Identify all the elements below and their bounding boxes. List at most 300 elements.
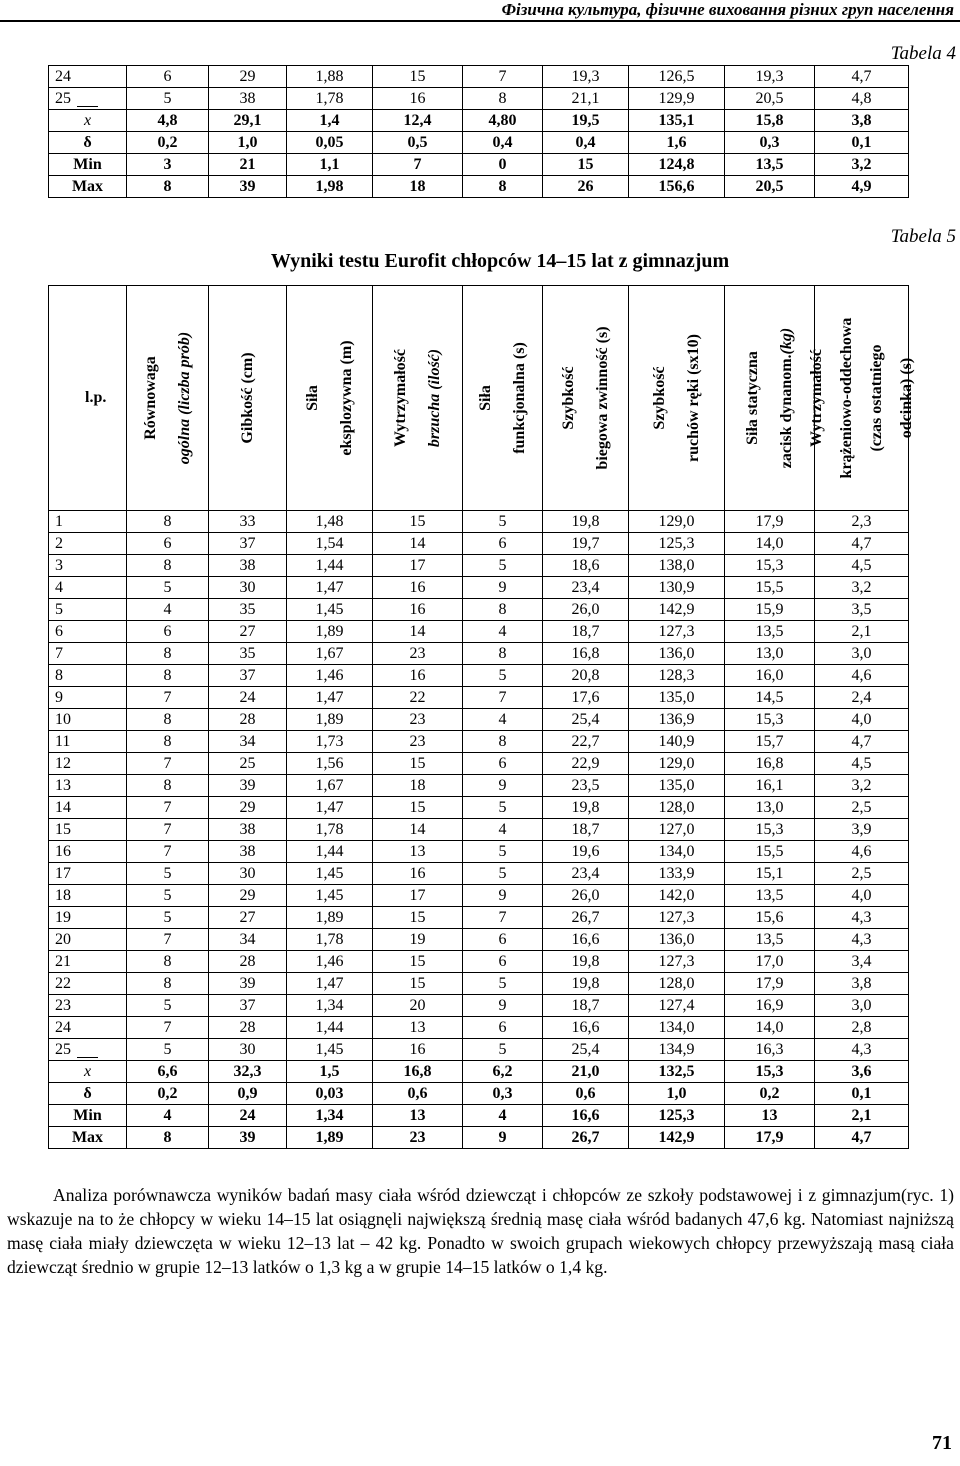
table-cell: 23,4 <box>543 863 629 885</box>
table-cell: 8 <box>127 951 209 973</box>
stat-cell: 125,3 <box>629 1105 725 1127</box>
table-cell: 4 <box>463 709 543 731</box>
table-cell: 8 <box>127 731 209 753</box>
table-cell: 7 <box>127 929 209 951</box>
table-row <box>49 885 909 907</box>
table-cell: 7 <box>127 753 209 775</box>
table-cell: 136,0 <box>629 929 725 951</box>
table-row <box>49 907 909 929</box>
table-cell: 27 <box>209 907 287 929</box>
table-cell: 20 <box>373 995 463 1017</box>
table-cell: 15,3 <box>725 709 815 731</box>
table-cell: 4,6 <box>815 841 909 863</box>
table-cell: 1,88 <box>287 66 373 88</box>
stat-row <box>49 1127 909 1149</box>
table-cell: 13,0 <box>725 797 815 819</box>
stat-cell: 9 <box>463 1127 543 1149</box>
stat-row <box>49 132 909 154</box>
table-cell: 1,67 <box>287 775 373 797</box>
stat-cell: 0,05 <box>287 132 373 154</box>
stat-cell: 0,2 <box>127 132 209 154</box>
table-cell: 37 <box>209 533 287 555</box>
table-cell: 1,46 <box>287 665 373 687</box>
table-cell: 22,7 <box>543 731 629 753</box>
table-5 <box>48 285 915 1149</box>
stat-label: Max <box>49 176 127 198</box>
table-cell: 15,5 <box>725 577 815 599</box>
table-cell: 133,9 <box>629 863 725 885</box>
stat-cell: 15 <box>543 154 629 176</box>
stat-cell: 1,1 <box>287 154 373 176</box>
table-cell: 9 <box>463 577 543 599</box>
header-balance: Równowaga ogólna (liczba prób) <box>127 286 209 511</box>
table-cell: 4,7 <box>815 66 909 88</box>
table-4-caption: Tabela 4 <box>890 43 956 64</box>
stat-cell: 29,1 <box>209 110 287 132</box>
stat-label: δ <box>49 132 127 154</box>
table-cell: 7 <box>127 819 209 841</box>
stat-cell: 1,5 <box>287 1061 373 1083</box>
row-number-cell: 9 <box>49 687 127 709</box>
table-cell: 29 <box>209 797 287 819</box>
table-row <box>49 1017 909 1039</box>
table-row <box>49 797 909 819</box>
table-cell: 127,4 <box>629 995 725 1017</box>
table-cell: 17 <box>373 555 463 577</box>
table-cell: 9 <box>463 885 543 907</box>
table-cell: 18,7 <box>543 621 629 643</box>
table-cell: 39 <box>209 973 287 995</box>
stat-cell: 39 <box>209 176 287 198</box>
table-cell: 28 <box>209 951 287 973</box>
header-abdominal-endurance: Wytrzymałość brzucha (ilość) <box>373 286 463 511</box>
table-cell: 5 <box>127 88 209 110</box>
stat-cell: 0,3 <box>725 132 815 154</box>
header-flexibility: Gibkość (cm) <box>209 286 287 511</box>
stat-row <box>49 110 909 132</box>
table-cell: 7 <box>127 1017 209 1039</box>
table-cell: 16,8 <box>543 643 629 665</box>
stat-row <box>49 1105 909 1127</box>
stat-row <box>49 154 909 176</box>
table-cell: 135,0 <box>629 687 725 709</box>
row-number-cell: 10 <box>49 709 127 731</box>
table-cell: 126,5 <box>629 66 725 88</box>
table-cell: 125,3 <box>629 533 725 555</box>
table-cell: 14 <box>373 533 463 555</box>
table-row <box>49 775 909 797</box>
stat-cell: 21 <box>209 154 287 176</box>
row-number-cell: 16 <box>49 841 127 863</box>
table-row <box>49 863 909 885</box>
row-number-cell: 15 <box>49 819 127 841</box>
table-cell: 6 <box>127 533 209 555</box>
table-cell: 127,3 <box>629 621 725 643</box>
table-cell: 25,4 <box>543 1039 629 1061</box>
stat-cell: 17,9 <box>725 1127 815 1149</box>
table-cell: 4,0 <box>815 885 909 907</box>
stat-cell: 0,1 <box>815 1083 909 1105</box>
stat-cell: 124,8 <box>629 154 725 176</box>
stat-cell: 4,9 <box>815 176 909 198</box>
table-cell: 16,6 <box>543 929 629 951</box>
table-cell: 30 <box>209 863 287 885</box>
table-cell: 16 <box>373 863 463 885</box>
table-cell: 28 <box>209 1017 287 1039</box>
table-cell: 1,73 <box>287 731 373 753</box>
table-cell: 18,7 <box>543 819 629 841</box>
stat-cell: 7 <box>373 154 463 176</box>
table-cell: 20,8 <box>543 665 629 687</box>
table-cell: 15,1 <box>725 863 815 885</box>
table-cell: 3,9 <box>815 819 909 841</box>
table-cell: 6 <box>463 753 543 775</box>
table-cell: 5 <box>463 511 543 533</box>
stat-cell: 0,2 <box>127 1083 209 1105</box>
stat-cell: 132,5 <box>629 1061 725 1083</box>
table-cell: 134,0 <box>629 841 725 863</box>
table-cell: 28 <box>209 709 287 731</box>
stat-row <box>49 176 909 198</box>
table-cell: 19,6 <box>543 841 629 863</box>
header-explosive-strength: Siła eksplozywna (m) <box>287 286 373 511</box>
table-cell: 15,3 <box>725 555 815 577</box>
table-cell: 6 <box>463 1017 543 1039</box>
table-cell: 1,45 <box>287 863 373 885</box>
table-cell: 30 <box>209 1039 287 1061</box>
table-cell: 129,9 <box>629 88 725 110</box>
table-cell: 8 <box>127 643 209 665</box>
header-running-agility: Szybkość biegowa zwinność (s) <box>543 286 629 511</box>
table-cell: 22,9 <box>543 753 629 775</box>
table-cell: 142,9 <box>629 599 725 621</box>
table-cell: 7 <box>463 687 543 709</box>
table-5-caption: Tabela 5 <box>890 226 956 247</box>
table-row <box>49 555 909 577</box>
table-cell: 1,89 <box>287 621 373 643</box>
table-cell: 4,3 <box>815 929 909 951</box>
table-cell: 15 <box>373 66 463 88</box>
stat-cell: 1,4 <box>287 110 373 132</box>
table-cell: 1,89 <box>287 907 373 929</box>
table-cell: 13,5 <box>725 929 815 951</box>
row-number-cell: 25 <box>49 88 127 110</box>
table-cell: 1,45 <box>287 1039 373 1061</box>
table-cell: 1,78 <box>287 929 373 951</box>
table-cell: 23,5 <box>543 775 629 797</box>
table-5-title: Wyniki testu Eurofit chłopców 14–15 lat z gimnazjum <box>270 250 730 272</box>
table-row <box>49 577 909 599</box>
stat-cell: 3,6 <box>815 1061 909 1083</box>
table-cell: 17,9 <box>725 973 815 995</box>
table-cell: 5 <box>127 577 209 599</box>
row-number-cell: 17 <box>49 863 127 885</box>
table-cell: 13,5 <box>725 621 815 643</box>
row-number-cell: 25 <box>49 1039 127 1061</box>
table-cell: 8 <box>127 511 209 533</box>
table-cell: 38 <box>209 819 287 841</box>
table-cell: 7 <box>127 797 209 819</box>
row-number-cell: 14 <box>49 797 127 819</box>
table-cell: 35 <box>209 599 287 621</box>
table-cell: 6 <box>463 951 543 973</box>
table-cell: 1,54 <box>287 533 373 555</box>
table-cell: 2,5 <box>815 797 909 819</box>
table-cell: 16 <box>373 665 463 687</box>
stat-cell: 15,3 <box>725 1061 815 1083</box>
table-cell: 142,0 <box>629 885 725 907</box>
stat-cell: 4,80 <box>463 110 543 132</box>
stat-cell: 0 <box>463 154 543 176</box>
row-number-cell: 7 <box>49 643 127 665</box>
table-cell: 4,6 <box>815 665 909 687</box>
table-cell: 4,3 <box>815 1039 909 1061</box>
table-cell: 17,9 <box>725 511 815 533</box>
table-cell: 3,0 <box>815 995 909 1017</box>
row-number-cell: 5 <box>49 599 127 621</box>
table-row <box>49 1039 909 1061</box>
table-cell: 5 <box>463 973 543 995</box>
table-cell: 127,3 <box>629 907 725 929</box>
stat-cell: 13,5 <box>725 154 815 176</box>
table-cell: 1,56 <box>287 753 373 775</box>
table-cell: 1,45 <box>287 599 373 621</box>
table-cell: 1,78 <box>287 819 373 841</box>
table-cell: 15,9 <box>725 599 815 621</box>
row-number-cell: 6 <box>49 621 127 643</box>
table-row <box>49 599 909 621</box>
table-cell: 18 <box>373 775 463 797</box>
table-cell: 23 <box>373 643 463 665</box>
table-cell: 1,44 <box>287 841 373 863</box>
row-number-cell: 24 <box>49 1017 127 1039</box>
table-cell: 5 <box>463 797 543 819</box>
table-cell: 18,6 <box>543 555 629 577</box>
table-cell: 26,0 <box>543 599 629 621</box>
stat-cell: 0,5 <box>373 132 463 154</box>
table-cell: 128,0 <box>629 797 725 819</box>
table-cell: 4,5 <box>815 555 909 577</box>
row-number-cell: 4 <box>49 577 127 599</box>
stat-cell: 6,2 <box>463 1061 543 1083</box>
table-cell: 5 <box>463 841 543 863</box>
table-cell: 6 <box>463 929 543 951</box>
row-number-cell: 3 <box>49 555 127 577</box>
header-rule <box>0 20 960 22</box>
header-hand-speed: Szybkość ruchów ręki (sx10) <box>629 286 725 511</box>
table-cell: 15 <box>373 797 463 819</box>
table-cell: 134,9 <box>629 1039 725 1061</box>
table-cell: 127,3 <box>629 951 725 973</box>
stat-cell: 18 <box>373 176 463 198</box>
table-cell: 25 <box>209 753 287 775</box>
table-cell: 19,3 <box>725 66 815 88</box>
stat-cell: 26 <box>543 176 629 198</box>
table-cell: 15,6 <box>725 907 815 929</box>
table-row <box>49 88 909 110</box>
stat-cell: 8 <box>127 1127 209 1149</box>
table-cell: 19,7 <box>543 533 629 555</box>
table-cell: 8 <box>127 775 209 797</box>
table-cell: 140,9 <box>629 731 725 753</box>
table-cell: 1,47 <box>287 687 373 709</box>
table-cell: 13,0 <box>725 643 815 665</box>
stat-cell: 16,6 <box>543 1105 629 1127</box>
stat-label-mean <box>49 110 127 132</box>
table-cell: 4,8 <box>815 88 909 110</box>
table-cell: 19 <box>373 929 463 951</box>
row-number-cell: 11 <box>49 731 127 753</box>
table-cell: 4,5 <box>815 753 909 775</box>
table-cell: 26,7 <box>543 907 629 929</box>
row-number-cell: 8 <box>49 665 127 687</box>
table-cell: 8 <box>127 709 209 731</box>
stat-cell: 0,03 <box>287 1083 373 1105</box>
table-cell: 6 <box>127 66 209 88</box>
table-row <box>49 841 909 863</box>
table-cell: 1,45 <box>287 885 373 907</box>
table-row <box>49 687 909 709</box>
stat-row <box>49 1083 909 1105</box>
table-cell: 136,9 <box>629 709 725 731</box>
table-cell: 5 <box>127 885 209 907</box>
stat-cell: 156,6 <box>629 176 725 198</box>
stat-label: Min <box>49 154 127 176</box>
mean-symbol: x <box>81 110 94 131</box>
table-cell: 35 <box>209 643 287 665</box>
table-cell: 13 <box>373 841 463 863</box>
table-cell: 8 <box>463 731 543 753</box>
table-cell: 15 <box>373 511 463 533</box>
table-cell: 25,4 <box>543 709 629 731</box>
row-number-cell: 23 <box>49 995 127 1017</box>
table-cell: 15 <box>373 753 463 775</box>
table-cell: 23 <box>373 709 463 731</box>
table-cell: 8 <box>463 599 543 621</box>
table-cell: 14 <box>373 819 463 841</box>
stat-cell: 6,6 <box>127 1061 209 1083</box>
table-cell: 130,9 <box>629 577 725 599</box>
stat-label: δ <box>49 1083 127 1105</box>
table-cell: 2,4 <box>815 687 909 709</box>
stat-row <box>49 1061 909 1083</box>
stat-cell: 4,8 <box>127 110 209 132</box>
table-cell: 129,0 <box>629 511 725 533</box>
stat-cell: 0,3 <box>463 1083 543 1105</box>
header-lp: l.p. <box>49 286 127 511</box>
table-cell: 127,0 <box>629 819 725 841</box>
stat-cell: 3,2 <box>815 154 909 176</box>
stat-cell: 1,34 <box>287 1105 373 1127</box>
table-5-header-row <box>49 286 909 511</box>
table-cell: 136,0 <box>629 643 725 665</box>
stat-cell: 20,5 <box>725 176 815 198</box>
header-functional-strength: Siła funkcjonalna (s) <box>463 286 543 511</box>
table-cell: 3,2 <box>815 577 909 599</box>
stat-cell: 39 <box>209 1127 287 1149</box>
table-cell: 16,9 <box>725 995 815 1017</box>
table-row <box>49 511 909 533</box>
table-cell: 26,0 <box>543 885 629 907</box>
table-cell: 135,0 <box>629 775 725 797</box>
table-cell: 7 <box>127 841 209 863</box>
table-4 <box>48 65 909 198</box>
row-number-cell: 20 <box>49 929 127 951</box>
table-cell: 8 <box>127 555 209 577</box>
table-cell: 19,8 <box>543 951 629 973</box>
table-cell: 19,8 <box>543 973 629 995</box>
table-cell: 37 <box>209 665 287 687</box>
stat-cell: 1,0 <box>209 132 287 154</box>
table-cell: 17,0 <box>725 951 815 973</box>
table-cell: 1,89 <box>287 709 373 731</box>
table-row <box>49 533 909 555</box>
table-cell: 15 <box>373 951 463 973</box>
table-cell: 3,8 <box>815 973 909 995</box>
table-cell: 4,0 <box>815 709 909 731</box>
row-number-cell: 24 <box>49 66 127 88</box>
stat-cell: 4 <box>463 1105 543 1127</box>
table-cell: 14 <box>373 621 463 643</box>
table-cell: 16 <box>373 577 463 599</box>
table-cell: 38 <box>209 841 287 863</box>
table-cell: 22 <box>373 687 463 709</box>
table-cell: 1,44 <box>287 555 373 577</box>
stat-cell: 0,4 <box>543 132 629 154</box>
stat-cell: 24 <box>209 1105 287 1127</box>
stat-cell: 1,98 <box>287 176 373 198</box>
table-row <box>49 66 909 88</box>
table-cell: 1,48 <box>287 511 373 533</box>
table-cell: 8 <box>463 88 543 110</box>
table-cell: 16 <box>373 1039 463 1061</box>
table-cell: 34 <box>209 731 287 753</box>
table-cell: 20,5 <box>725 88 815 110</box>
table-cell: 4,7 <box>815 533 909 555</box>
header-cardio-endurance: Wytrzymałość krążeniowo-oddechowa (czas ostatniego odcinka) (s) <box>815 286 909 511</box>
table-cell: 6 <box>463 533 543 555</box>
table-row <box>49 929 909 951</box>
stat-cell: 2,1 <box>815 1105 909 1127</box>
table-cell: 30 <box>209 577 287 599</box>
stat-cell: 135,1 <box>629 110 725 132</box>
table-cell: 14,5 <box>725 687 815 709</box>
table-cell: 5 <box>127 995 209 1017</box>
table-cell: 6 <box>127 621 209 643</box>
stat-cell: 0,6 <box>373 1083 463 1105</box>
table-cell: 14,0 <box>725 533 815 555</box>
stat-cell: 1,0 <box>629 1083 725 1105</box>
table-cell: 3,5 <box>815 599 909 621</box>
stat-cell: 0,2 <box>725 1083 815 1105</box>
row-number-cell: 13 <box>49 775 127 797</box>
table-cell: 128,3 <box>629 665 725 687</box>
table-cell: 1,34 <box>287 995 373 1017</box>
stat-cell: 8 <box>463 176 543 198</box>
table-cell: 21,1 <box>543 88 629 110</box>
stat-cell: 4 <box>127 1105 209 1127</box>
table-cell: 7 <box>463 66 543 88</box>
table-cell: 2,3 <box>815 511 909 533</box>
stat-cell: 1,6 <box>629 132 725 154</box>
stat-label-mean <box>49 1061 127 1083</box>
table-cell: 1,78 <box>287 88 373 110</box>
stat-label: Max <box>49 1127 127 1149</box>
table-cell: 18,7 <box>543 995 629 1017</box>
table-row <box>49 665 909 687</box>
stat-cell: 32,3 <box>209 1061 287 1083</box>
table-cell: 134,0 <box>629 1017 725 1039</box>
